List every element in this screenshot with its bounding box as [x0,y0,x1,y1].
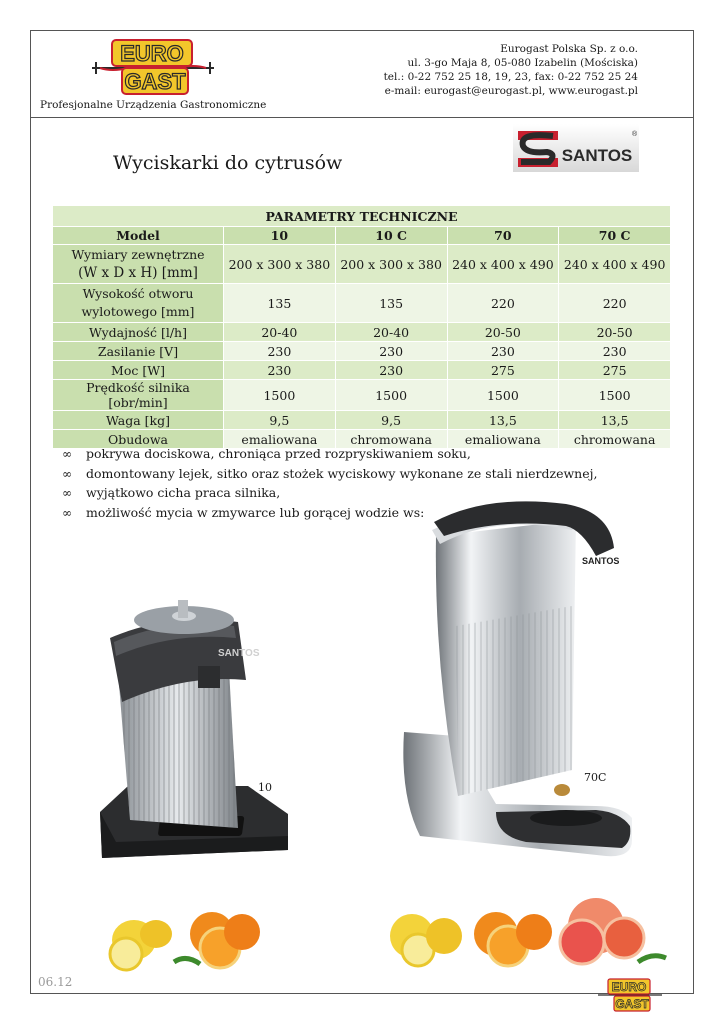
product-caption-70c: 70C [584,771,607,784]
logo-text-gast: GAST [124,69,186,94]
feature-text: pokrywa dociskowa, chroniąca przed rozpryskiwaniem soku, [86,446,471,461]
table-cell: 13,5 [559,411,671,430]
column-header: Model [53,227,224,245]
row-label-line: wylotowego [mm] [81,304,195,319]
table-row [53,361,671,380]
table-cell: 200 x 300 x 380 [224,245,336,284]
santos-logo [513,124,639,172]
table-cell: 1500 [335,380,447,411]
list-item [62,464,597,484]
feature-text: wyjątkowo cicha praca silnika, [86,485,281,500]
table-cell: emaliowana [447,430,559,449]
table-cell: 9,5 [224,411,336,430]
table-cell: 20-40 [335,323,447,342]
product-image-model-10 [88,592,298,870]
row-label: Waga [kg] [53,411,224,430]
table-cell: chromowana [335,430,447,449]
table-cell: 200 x 300 x 380 [335,245,447,284]
table-cell: 135 [224,284,336,323]
table-cell: 230 [335,342,447,361]
row-label: Wydajność [l/h] [53,323,224,342]
infinity-bullet-icon: ∞ [62,466,72,481]
infinity-bullet-icon: ∞ [62,486,72,500]
technical-parameters-table [52,205,671,449]
page-title: Wyciskarki do cytrusów [113,152,343,174]
table-cell: 1500 [447,380,559,411]
table-cell: 135 [335,284,447,323]
row-label [53,245,224,284]
table-row [53,323,671,342]
table-cell: 1500 [224,380,336,411]
column-header: 10 [224,227,336,245]
citrus-fruits-left-image [104,906,264,972]
company-address: ul. 3-go Maja 8, 05-080 Izabelin (Mościska) [407,57,638,69]
product-caption-10: 10 [258,781,272,794]
column-header: 10 C [335,227,447,245]
table-row [53,284,671,323]
table-cell: 220 [447,284,559,323]
table-caption: PARAMETRY TECHNICZNE [53,206,671,227]
citrus-fruits-right-image [384,896,670,972]
footer-date: 06.12 [38,975,73,989]
table-row [53,411,671,430]
table-row [53,342,671,361]
row-label-line: Wymiary zewnętrzne [71,247,205,262]
table-cell: 20-50 [447,323,559,342]
column-header: 70 [447,227,559,245]
table-cell: 240 x 400 x 490 [559,245,671,284]
row-label [53,284,224,323]
table-cell: 20-50 [559,323,671,342]
row-label: Prędkość silnika [obr/min] [53,380,224,411]
table-cell: 240 x 400 x 490 [447,245,559,284]
row-label: Moc [W] [53,361,224,380]
company-name: Eurogast Polska Sp. z o.o. [500,43,638,55]
footer-logo-text-gast: GAST [615,997,649,1011]
infinity-bullet-icon: ∞ [62,505,72,520]
table-cell: 13,5 [447,411,559,430]
row-label: Obudowa [53,430,224,449]
footer-logo-text-euro: EURO [611,980,647,994]
product-brand-label: SANTOS [582,556,620,566]
company-tagline: Profesjonalne Urządzenia Gastronomiczne [40,99,267,111]
company-contact [384,42,638,98]
column-header: 70 C [559,227,671,245]
footer-eurogast-logo [596,978,664,1012]
table-cell: 220 [559,284,671,323]
table-cell: 230 [447,342,559,361]
feature-text: domontowany lejek, sitko oraz stożek wyciskowy wykonane ze stali nierdzewnej, [86,465,598,481]
table-cell: 230 [224,342,336,361]
row-label: Zasilanie [V] [53,342,224,361]
company-email: e-mail: eurogast@eurogast.pl, www.eurogast.pl [384,85,638,97]
table-cell: 275 [559,361,671,380]
table-cell: 230 [224,361,336,380]
table-cell: 230 [335,361,447,380]
table-cell: 230 [559,342,671,361]
table-cell: emaliowana [224,430,336,449]
table-cell: 9,5 [335,411,447,430]
table-cell: 275 [447,361,559,380]
feature-text: możliwość mycia w zmywarce lub gorącej wodzie ws: [86,504,425,520]
company-phone: tel.: 0-22 752 25 18, 19, 23, fax: 0-22 752 25 24 [383,71,638,83]
header-divider [30,117,694,118]
infinity-bullet-icon: ∞ [62,447,72,461]
table-cell: 20-40 [224,323,336,342]
list-item [62,444,597,464]
logo-text-euro: EURO [120,41,184,66]
product-image-model-70c [396,496,641,884]
santos-logo-text: SANTOS [561,146,633,165]
product-brand-label: SANTOS [218,648,260,659]
table-row [53,380,671,411]
eurogast-logo [88,38,218,96]
table-row [53,245,671,284]
row-label-line: Wysokość otworu [82,286,194,301]
row-label-line: (W x D x H) [mm] [78,265,198,281]
table-cell: 1500 [559,380,671,411]
table-cell: chromowana [559,430,671,449]
registered-mark: ® [632,131,638,138]
